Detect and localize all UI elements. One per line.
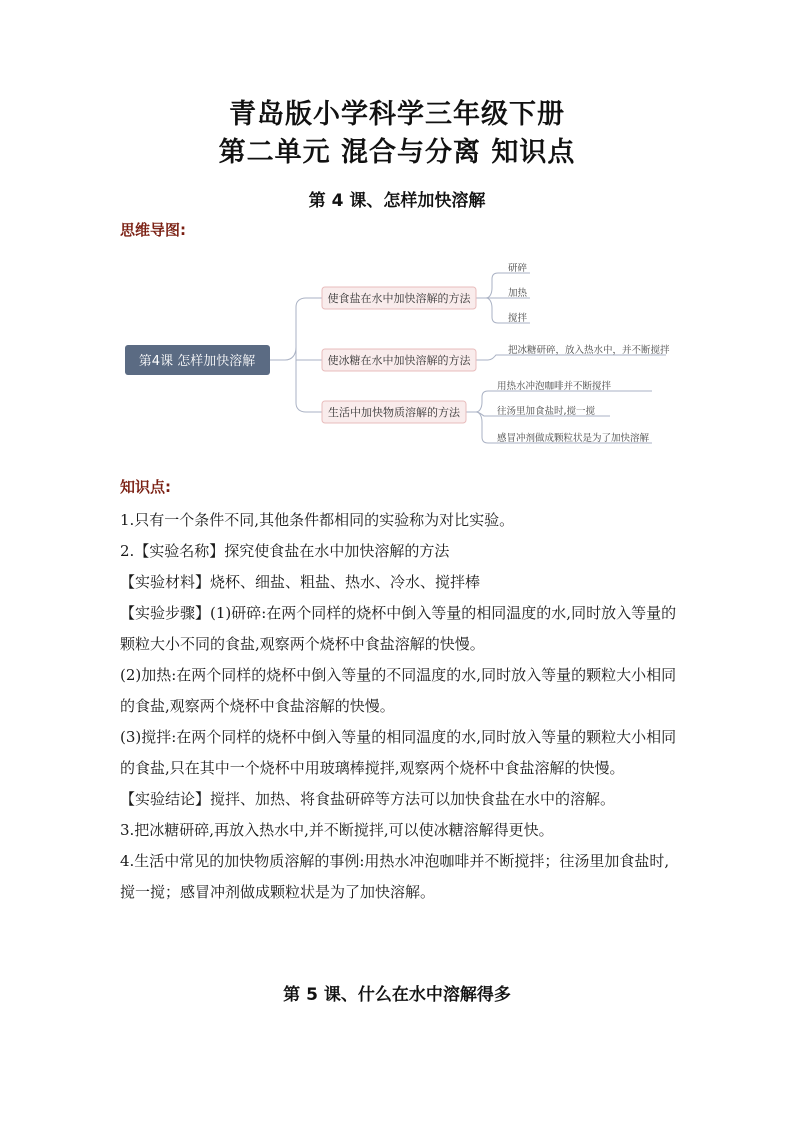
knowledge-paragraph: 3.把冰糖研碎,再放入热水中,并不断搅拌,可以使冰糖溶解得更快。 [120,821,554,839]
mind-map-leaf: 研碎 [508,263,528,274]
knowledge-paragraph: 4.生活中常见的加快物质溶解的事例:用热水冲泡咖啡并不断搅拌；往汤里加食盐时,搅一搅；感冒冲剂做成颗粒状是为了加快溶解。 [120,852,670,901]
mind-map-branch-2-label: 使冰糖在水中加快溶解的方法 [327,354,471,367]
knowledge-paragraph: 【实验结论】搅拌、加热、将食盐研碎等方法可以加快食盐在水中的溶解。 [120,790,616,808]
mind-map-leaf: 加热 [508,288,528,299]
mind-map-branch-3-label: 生活中加快物质溶解的方法 [328,406,460,419]
lesson5-heading: 第 5 课、什么在水中溶解得多 [283,985,511,1005]
mind-map-leaf: 搅拌 [508,313,528,324]
mind-map-leaf: 往汤里加食盐时,搅一搅 [497,406,596,417]
knowledge-paragraph: 2.【实验名称】探究使食盐在水中加快溶解的方法 [120,542,450,560]
knowledge-points [120,505,680,908]
document-title-line1: 青岛版小学科学三年级下册 [229,99,565,130]
knowledge-paragraph: 1.只有一个条件不同,其他条件都相同的实验称为对比实验。 [120,511,515,529]
lesson4-heading: 第 4 课、怎样加快溶解 [308,191,486,211]
mind-map-label: 思维导图: [120,221,186,239]
document-title-line2: 第二单元 混合与分离 知识点 [218,137,576,168]
mind-map-leaf: 用热水冲泡咖啡并不断搅拌 [497,381,612,392]
mind-map-branch-1-label: 使食盐在水中加快溶解的方法 [327,292,471,305]
knowledge-paragraph: 【实验步骤】(1)研碎:在两个同样的烧杯中倒入等量的相同温度的水,同时放入等量的颗粒大小不同的食盐,观察两个烧杯中食盐溶解的快慢。 [120,604,677,653]
knowledge-paragraph: 【实验材料】烧杯、细盐、粗盐、热水、冷水、搅拌棒 [120,573,481,591]
mind-map-leaf: 感冒冲剂做成颗粒状是为了加快溶解 [497,433,650,444]
mind-map [110,255,670,455]
mind-map-root-label: 第4课 怎样加快溶解 [138,354,256,369]
mind-map-leaf: 把冰糖研碎，放入热水中，并不断搅拌 [508,345,670,356]
knowledge-paragraph: (2)加热:在两个同样的烧杯中倒入等量的不同温度的水,同时放入等量的颗粒大小相同的食盐,观察两个烧杯中食盐溶解的快慢。 [120,666,677,715]
knowledge-paragraph: (3)搅拌:在两个同样的烧杯中倒入等量的相同温度的水,同时放入等量的颗粒大小相同的食盐,只在其中一个烧杯中用玻璃棒搅拌,观察两个烧杯中食盐溶解的快慢。 [120,728,677,777]
knowledge-points-label: 知识点: [120,478,171,496]
